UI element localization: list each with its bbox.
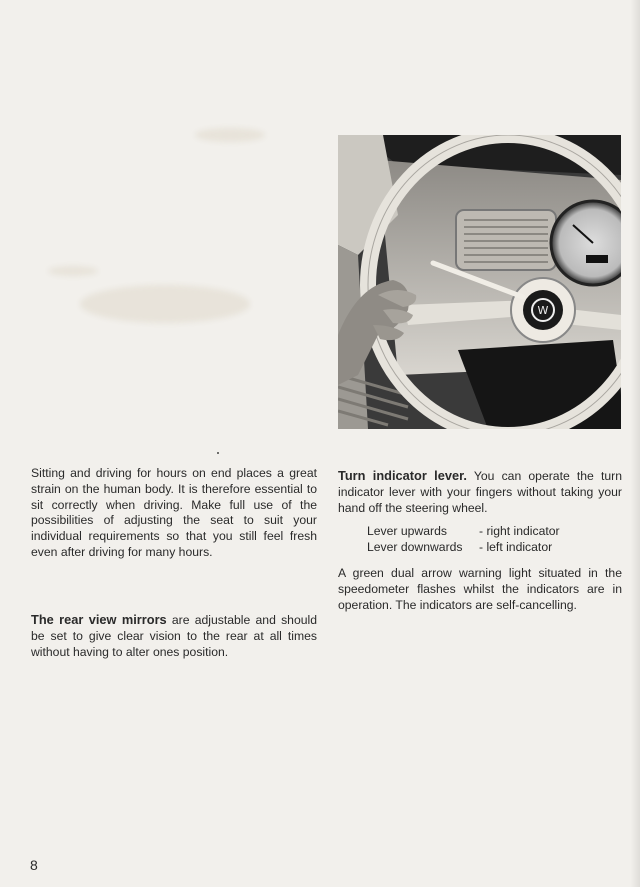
print-speck (217, 452, 219, 454)
turn-indicator-paragraph (338, 468, 622, 516)
warning-light-text: A green dual arrow warning light situated in the speedometer flashes whilst the indicators are in operation. The indicators are self-cancelling. (338, 566, 622, 612)
mirrors-paragraph (31, 612, 317, 660)
mirrors-section (31, 612, 317, 660)
lever-result: - left indicator (479, 540, 553, 554)
turn-indicator-text: You can operate the turn indicator lever with your fingers without taking your hand off the steering wheel. (338, 469, 622, 515)
turn-indicator-section (338, 468, 622, 516)
warning-light-section (338, 566, 622, 613)
paper-stain (195, 128, 265, 142)
seating-text: Sitting and driving for hours on end places a great strain on the human body. It is therefore essential to sit correctly when driving. Make full use of the possibilities of adjusting the seat to suit your individual requirements so that you still feel fresh even after driving for many hours. (31, 466, 317, 559)
lever-position: Lever upwards (367, 524, 447, 538)
mirrors-heading: The rear view mirrors (31, 612, 167, 627)
lever-position: Lever downwards (367, 540, 463, 554)
seating-paragraph (31, 466, 317, 561)
steering-wheel-photo (338, 135, 621, 429)
page-edge-shadow (630, 0, 640, 887)
lever-result: - right indicator (479, 524, 560, 538)
lever-table (367, 523, 560, 555)
svg-text:W: W (537, 304, 549, 317)
paper-stain (80, 285, 250, 323)
page-number: 8 (30, 857, 38, 873)
lever-row (367, 539, 560, 555)
mirrors-text: are adjustable and should be set to give clear vision to the rear at all times without having to alter ones position. (31, 613, 317, 659)
turn-indicator-heading: Turn indicator lever. (338, 468, 467, 483)
lever-row (367, 523, 560, 539)
paper-stain (48, 266, 98, 276)
